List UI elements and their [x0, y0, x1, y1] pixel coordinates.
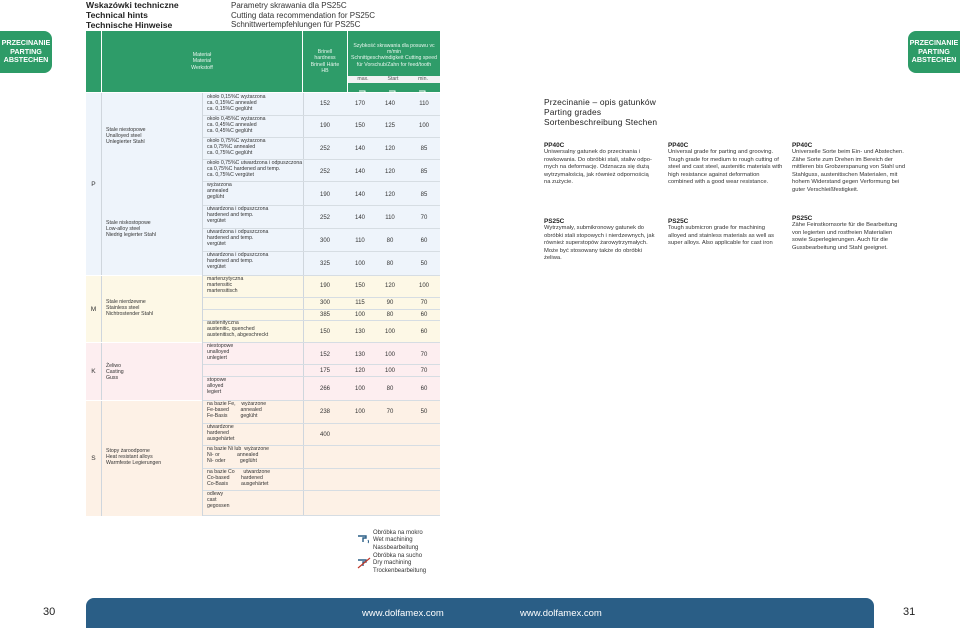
- legend-text: Dry machining: [373, 560, 412, 567]
- grade-ps25c-de: [792, 215, 908, 252]
- condition-line: martenzytyczna: [207, 276, 244, 282]
- cell-max: 100: [354, 261, 365, 267]
- grades-title: [544, 97, 657, 127]
- cell-min: 60: [420, 386, 428, 392]
- condition-line: na bazie Ni lub wyżarzone: [207, 446, 269, 452]
- cell-hb: 190: [319, 283, 330, 289]
- grades-title-pl: Przecinanie – opis gatunków: [544, 97, 657, 107]
- condition-line: alloyed: [207, 383, 224, 390]
- group-name: [106, 127, 146, 146]
- grade-ps25c-en: [668, 218, 783, 248]
- header-title-de: Technische Hinweise: [86, 20, 173, 30]
- condition-line: annealed: [207, 188, 229, 195]
- row-separator: [203, 342, 440, 343]
- cell-start: 125: [384, 123, 395, 129]
- grade-name: PS25C: [668, 218, 689, 225]
- condition-line: ausgehärtet: [207, 436, 235, 443]
- cell-hb: 385: [319, 312, 330, 318]
- grade-desc: Universal grade for parting and grooving. Tough grade for medium to rough cutting of steel and cast steel, austenitic materials with high resistance against deformation combined with a good wear resistance.: [668, 149, 783, 186]
- group-letter-p: P: [86, 93, 102, 275]
- group-text: Unlegierter Stahl: [106, 139, 145, 146]
- side-tag-text: PARTING: [10, 46, 42, 56]
- cell-hb: 152: [319, 101, 330, 107]
- cell-min: 60: [420, 329, 428, 335]
- footer-bar: [86, 598, 874, 628]
- condition-line: ca. 0,45%C geglüht: [207, 128, 253, 135]
- header-title-en: Technical hints: [86, 10, 148, 20]
- condition-line: Co-Basis ausgehärtet: [207, 481, 269, 488]
- condition-line: austenityczna: [207, 320, 239, 326]
- condition-line: około 0,75%C utwardzona i odpuszczona: [207, 160, 303, 166]
- cell-min: 85: [420, 169, 428, 175]
- condition-line: austenitic, quenched: [207, 326, 255, 333]
- material-condition: [207, 401, 266, 420]
- condition-line: unalloyed: [207, 349, 230, 356]
- footer-url-right[interactable]: www.dolfamex.com: [520, 608, 602, 619]
- cell-min: 70: [420, 300, 428, 306]
- legend-text: Wet machining: [373, 537, 413, 544]
- condition-line: vergütet: [207, 241, 226, 248]
- page-number-right: 31: [903, 606, 916, 618]
- group-name: [106, 220, 156, 239]
- condition-line: Ni- or annealed: [207, 452, 259, 459]
- condition-line: martensitisch: [207, 288, 238, 295]
- condition-line: Ni- oder geglüht: [207, 458, 257, 465]
- page-header-left: [86, 0, 179, 30]
- cell-min: 100: [418, 123, 429, 129]
- group-name: [106, 448, 161, 467]
- cell-hb: 252: [319, 169, 330, 175]
- grade-desc: Tough submicron grade for machining alloyed and stainless materials as well as super alloys. Also applicable for cast iron: [668, 225, 775, 247]
- condition-line: gegossen: [207, 503, 230, 510]
- cell-max: 130: [354, 352, 365, 358]
- cell-start: 110: [385, 215, 395, 221]
- table-header-hardness: [303, 31, 347, 92]
- condition-line: na bazie Fe, wyżarzone: [207, 401, 267, 407]
- material-condition: [207, 424, 234, 443]
- group-name: [106, 363, 124, 382]
- legend-text: Trockenbearbeitung: [373, 567, 427, 574]
- cell-start: 70: [386, 409, 394, 415]
- material-condition: [207, 182, 232, 201]
- condition-line: hardened: [207, 430, 229, 437]
- grade-name: PS25C: [792, 215, 813, 222]
- row-separator: [203, 309, 440, 310]
- grade-name: PP40C: [544, 142, 565, 149]
- condition-line: wyżarzona: [207, 182, 232, 188]
- row-separator: [203, 364, 440, 365]
- col-max: max.: [357, 76, 369, 82]
- grade-pp40c-en: [668, 142, 783, 187]
- material-condition: [207, 138, 266, 157]
- cell-max: 120: [354, 368, 365, 374]
- th-text: Szybkość skrawania dla posuwu vc m/min: [353, 43, 435, 56]
- cell-max: 115: [355, 300, 365, 306]
- condition-line: cast: [207, 497, 217, 504]
- material-condition: [207, 377, 226, 396]
- grade-desc: Wytrzymały, submikronowy gatunek do obróbki stali stopowych i nierdzewnych, jak również superstopów żarowytrzymałych. Może być stosowany także do obróbki żeliwa.: [544, 225, 655, 262]
- grade-name: PP40C: [792, 142, 813, 149]
- grade-desc: Zähe Feinstkornsorte für die Bearbeitung von legierten und rostfreien Materialien sowie Superlegierungen. Auch für die Gussbearbeitung und Stahl geeignet.: [792, 222, 898, 251]
- condition-line: utwardzona i odpuszczona: [207, 229, 269, 235]
- condition-line: około 0,75%C wyżarzona: [207, 138, 266, 144]
- legend-text: Nassbearbeitung: [373, 544, 419, 551]
- condition-line: ca. 0,15%C geglüht: [207, 106, 253, 113]
- material-condition: [207, 491, 230, 510]
- material-condition: [207, 116, 266, 135]
- side-tag-text: ABSTECHEN: [3, 55, 49, 65]
- group-text: Stopy żaroodporne: [106, 448, 150, 454]
- cell-hb: 266: [319, 386, 330, 392]
- group-letter-k: K: [86, 343, 102, 400]
- cell-hb: 325: [319, 261, 330, 267]
- grades-title-de: Sortenbeschreibung Stechen: [544, 117, 658, 127]
- cell-start: 80: [386, 386, 394, 392]
- table-header-material: [102, 31, 302, 92]
- row-separator: [203, 423, 440, 424]
- cell-hb: 300: [319, 300, 330, 306]
- group-text: Stale nierdzewne: [106, 299, 146, 305]
- cell-max: 130: [354, 329, 365, 335]
- group-text: Stainless steel: [106, 305, 140, 312]
- col-start: Start: [387, 76, 399, 82]
- condition-line: martensitic: [207, 282, 233, 289]
- cell-start: 120: [384, 283, 395, 289]
- cell-min: 100: [418, 283, 429, 289]
- grade-pp40c-pl: [544, 142, 656, 187]
- header-sub-de: Schnittwertempfehlungen für PS25C: [231, 20, 361, 30]
- th-text: Brinell: [317, 49, 333, 56]
- table-header-group: [86, 31, 101, 92]
- condition-line: stopowe: [207, 377, 227, 383]
- condition-line: około 0,45%C wyżarzona: [207, 116, 266, 122]
- th-text: Schnittgeschwindigkeit Cutting speed: [351, 55, 437, 62]
- condition-line: niestopowe: [207, 343, 234, 349]
- condition-line: ca. 0,75%C geglüht: [207, 150, 253, 157]
- row-separator: [203, 515, 440, 516]
- th-text: hardness: [314, 55, 336, 62]
- condition-line: unlegiert: [207, 355, 227, 362]
- cell-min: 70: [420, 368, 428, 374]
- cell-min: 50: [420, 261, 428, 267]
- group-text: Heat resistant alloys: [106, 454, 153, 461]
- cell-max: 100: [354, 386, 365, 392]
- grade-name: PP40C: [668, 142, 689, 149]
- legend-dry: [373, 553, 426, 575]
- cell-start: 80: [386, 261, 394, 267]
- cell-min: 70: [420, 215, 428, 221]
- material-condition: [207, 206, 268, 225]
- page-number-left: 30: [43, 606, 56, 618]
- group-text: Stale niestopowe: [106, 127, 146, 133]
- cell-max: 140: [354, 146, 365, 152]
- cell-min: 85: [420, 192, 428, 198]
- material-condition: [207, 229, 268, 248]
- cell-min: 110: [419, 101, 429, 107]
- header-sub-en: Cutting data recommendation for PS25C: [231, 10, 376, 20]
- cell-start: 80: [386, 238, 394, 244]
- condition-line: austenitisch, abgeschreckt: [207, 332, 269, 339]
- grade-desc: Universelle Sorte beim Ein- und Abstechen. Zähe Sorte zum Drehen im Bereich der mittleren bis Grobzerspanung von Stahl und Stahlguss, austenitischen Materialen, mit hohem Widerstand gegen Verformung bei guter Verschleißfestigkeit.: [792, 149, 906, 193]
- cell-start: 120: [384, 169, 395, 175]
- grade-pp40c-de: [792, 142, 908, 195]
- cell-max: 140: [354, 169, 365, 175]
- condition-line: utwardzona i odpuszczona: [207, 206, 269, 212]
- condition-line: ca. 0,45%C annealed: [207, 122, 257, 129]
- condition-line: Fe-Basis geglüht: [207, 413, 258, 420]
- material-condition: [207, 94, 266, 113]
- condition-line: ca. 0,15%C annealed: [207, 100, 257, 107]
- cell-max: 140: [354, 215, 365, 221]
- cell-hb: 152: [319, 352, 330, 358]
- cell-min: 70: [420, 352, 428, 358]
- group-letter-s: S: [86, 401, 102, 516]
- condition-line: vergütet: [207, 218, 226, 225]
- cell-hb: 300: [319, 238, 330, 244]
- cell-max: 110: [355, 238, 365, 244]
- cell-hb: 252: [319, 215, 330, 221]
- group-text: Guss: [106, 375, 119, 382]
- legend-text: Obróbka na sucho: [373, 553, 423, 559]
- condition-line: ca 0,75%C annealed: [207, 144, 256, 151]
- condition-line: ca 0,75%C hardened and temp.: [207, 166, 281, 173]
- group-text: Warmfeste Legierungen: [106, 460, 162, 467]
- coolant-icons-row: [350, 84, 438, 92]
- cell-start: 90: [386, 300, 394, 306]
- grades-title-en: Parting grades: [544, 107, 602, 117]
- condition-line: około 0,15%C wyżarzona: [207, 94, 266, 100]
- legend-dry-icon: [357, 556, 371, 574]
- group-text: Unalloyed steel: [106, 133, 142, 140]
- cell-start: 100: [384, 329, 395, 335]
- header-title-pl: Wskazówki techniczne: [86, 0, 179, 10]
- group-text: Niedrig legierter Stahl: [106, 232, 156, 239]
- grade-name: PS25C: [544, 218, 565, 225]
- condition-line: utwardzone: [207, 424, 234, 430]
- th-text: Brinell Härte: [310, 61, 340, 68]
- th-text: für Vorschub/Zahn for feed/tooth: [356, 61, 432, 68]
- cell-hb: 238: [319, 409, 330, 415]
- condition-line: legiert: [207, 389, 222, 396]
- material-condition: [207, 446, 269, 465]
- condition-line: hardened and temp.: [207, 235, 254, 242]
- page-header-mid: [231, 1, 375, 30]
- side-tag-left: [0, 31, 52, 73]
- cell-hb: 150: [319, 329, 330, 335]
- group-text: Casting: [106, 369, 124, 376]
- condition-line: hardened and temp.: [207, 212, 254, 219]
- col-min: min.: [418, 76, 428, 82]
- group-text: Żeliwo: [106, 363, 121, 369]
- grade-ps25c-pl: [544, 218, 656, 263]
- cell-max: 150: [354, 123, 365, 129]
- cell-hb: 190: [319, 192, 330, 198]
- cell-max: 170: [354, 101, 365, 107]
- cell-hb: 400: [319, 432, 330, 438]
- side-tag-right: [908, 31, 960, 73]
- table-divider: [202, 93, 203, 516]
- condition-line: vergütet: [207, 264, 226, 271]
- cell-hb: 190: [319, 123, 330, 129]
- cell-start: 80: [386, 312, 394, 318]
- material-condition: [207, 252, 268, 271]
- grade-desc: Uniwersalny gatunek do przecinania i rowkowania. Do obróbki stali, staliw odpornych na deformację. Odznacza się dużą wytrzymałością, jak również odpornością na zużycie.: [544, 149, 652, 186]
- footer-url-left[interactable]: www.dolfamex.com: [362, 608, 444, 619]
- side-tag-text: PRZECINANIE: [909, 38, 959, 48]
- condition-line: na bazie Co utwardzone: [207, 469, 271, 475]
- cell-min: 50: [420, 409, 428, 415]
- cell-start: 120: [384, 192, 395, 198]
- condition-line: odlewy: [207, 491, 224, 497]
- condition-line: ca. 0,75%C vergütet: [207, 172, 255, 179]
- cell-min: 60: [420, 312, 428, 318]
- condition-line: geglüht: [207, 194, 225, 201]
- group-letter-m: M: [86, 276, 102, 342]
- legend-wet-icon: [357, 532, 371, 550]
- side-tag-text: PRZECINANIE: [1, 38, 51, 48]
- row-separator: [203, 490, 440, 491]
- th-text: HB: [321, 67, 329, 74]
- side-tag-text: ABSTECHEN: [911, 55, 957, 65]
- condition-line: Fe-based annealed: [207, 407, 262, 414]
- th-text: Material: [192, 58, 212, 65]
- cell-start: 100: [384, 368, 395, 374]
- cell-hb: 175: [319, 368, 330, 374]
- group-text: Low-alloy steel: [106, 226, 141, 233]
- group-text: Stale niskostopowe: [106, 220, 151, 226]
- group-name: [106, 299, 153, 318]
- cell-min: 85: [420, 146, 428, 152]
- cell-start: 100: [384, 352, 395, 358]
- cell-max: 100: [354, 312, 365, 318]
- cell-hb: 252: [319, 146, 330, 152]
- material-condition: [207, 276, 243, 295]
- material-condition: [207, 343, 233, 362]
- cell-min: 60: [420, 238, 428, 244]
- th-text: Materiał: [192, 52, 212, 59]
- material-condition: [207, 320, 268, 339]
- side-tag-text: PARTING: [918, 46, 950, 56]
- condition-line: hardened and temp.: [207, 258, 254, 265]
- cell-max: 100: [354, 409, 365, 415]
- header-sub-pl: Parametry skrawania dla PS25C: [231, 1, 347, 10]
- cell-max: 140: [354, 192, 365, 198]
- legend-wet: [373, 530, 423, 552]
- cell-start: 140: [384, 101, 395, 107]
- condition-line: Co-based hardened: [207, 475, 263, 482]
- table-divider: [303, 93, 304, 516]
- row-separator: [203, 181, 440, 182]
- group-text: Nichtrostender Stahl: [106, 311, 153, 318]
- material-condition: [207, 160, 302, 179]
- material-condition: [207, 469, 270, 488]
- row-separator: [203, 297, 440, 298]
- cell-start: 120: [384, 146, 395, 152]
- cell-max: 150: [354, 283, 365, 289]
- legend-text: Obróbka na mokro: [373, 530, 423, 536]
- condition-line: utwardzona i odpuszczona: [207, 252, 269, 258]
- row-separator: [203, 376, 440, 377]
- th-text: Werkstoff: [191, 64, 213, 71]
